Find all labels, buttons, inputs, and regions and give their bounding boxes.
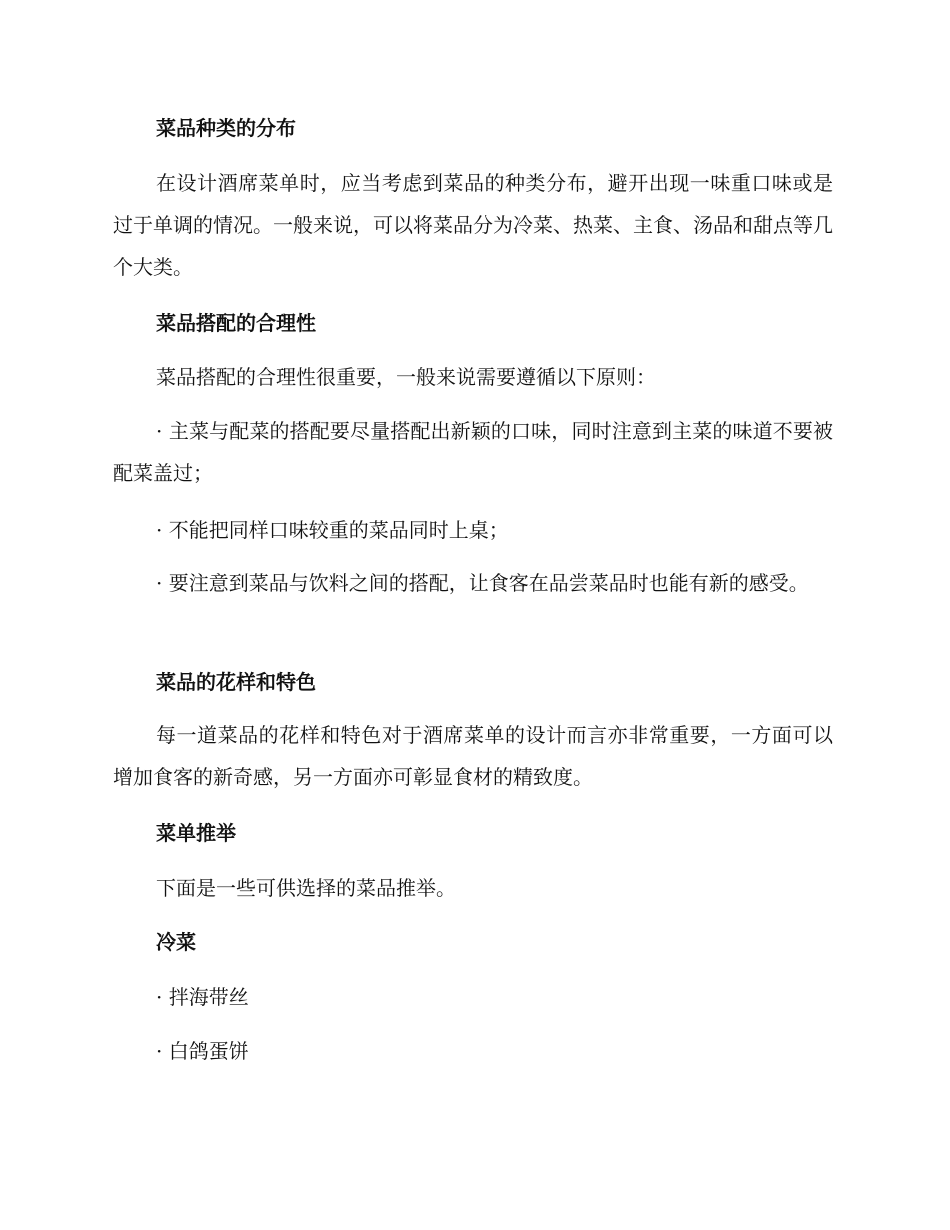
section-heading-pairing: 菜品搭配的合理性 — [156, 311, 316, 335]
paragraph-recommendations: 下面是一些可供选择的菜品推举。 — [156, 876, 456, 900]
paragraph-pairing-intro: 菜品搭配的合理性很重要，一般来说需要遵循以下原则： — [156, 365, 656, 389]
bullet-pairing-2: · 不能把同样口味较重的菜品同时上桌； — [156, 518, 509, 542]
paragraph-variety: 每一道菜品的花样和特色对于酒席菜单的设计而言亦非常重要，一方面可以增加食客的新奇感，另一方面亦可彰显食材的精致度。 — [113, 723, 833, 789]
section-heading-dish-distribution: 菜品种类的分布 — [156, 116, 296, 140]
paragraph-dish-distribution: 在设计酒席菜单时，应当考虑到菜品的种类分布，避开出现一味重口味或是过于单调的情况。一般来说，可以将菜品分为冷菜、热菜、主食、汤品和甜点等几个大类。 — [113, 171, 833, 279]
bullet-pairing-3: · 要注意到菜品与饮料之间的搭配，让食客在品尝菜品时也能有新的感受。 — [156, 571, 809, 595]
list-item-cold-dish-1: · 拌海带丝 — [156, 985, 249, 1009]
bullet-pairing-1: · 主菜与配菜的搭配要尽量搭配出新颖的口味，同时注意到主菜的味道不要被配菜盖过； — [113, 419, 833, 485]
section-heading-variety: 菜品的花样和特色 — [156, 670, 316, 694]
section-heading-cold-dishes: 冷菜 — [156, 930, 196, 954]
list-item-cold-dish-2: · 白鸽蛋饼 — [156, 1039, 249, 1063]
section-heading-recommendations: 菜单推举 — [156, 821, 236, 845]
